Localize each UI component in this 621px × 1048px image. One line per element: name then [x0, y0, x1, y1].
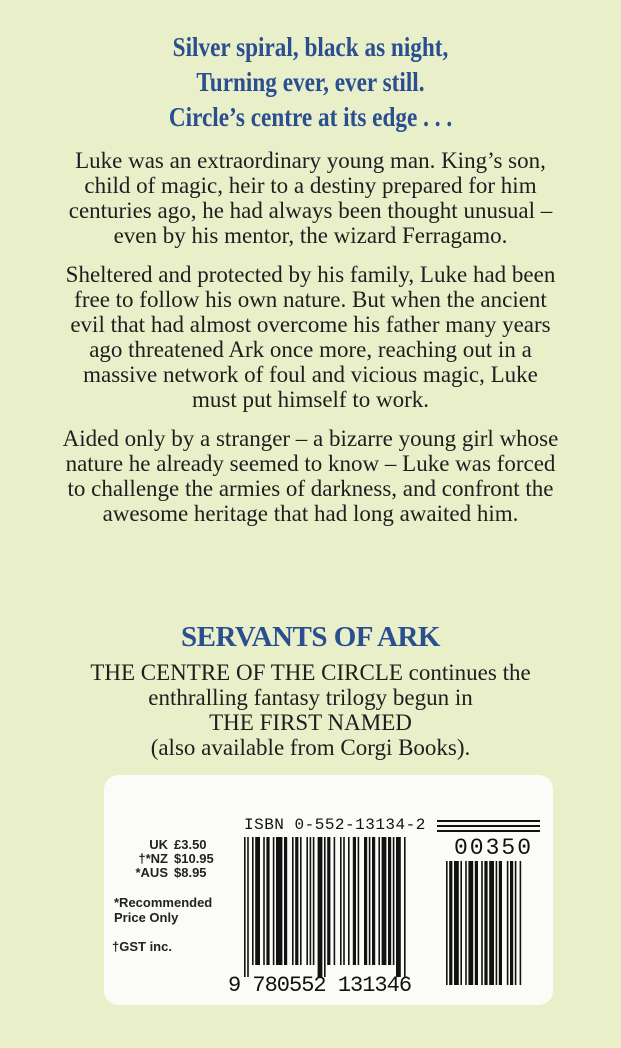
barcode-bar: [388, 837, 391, 965]
barcode-bar: [396, 837, 401, 977]
price-row-nz: [114, 852, 232, 866]
closing-line-4: (also available from Corgi Books).: [150, 735, 471, 760]
barcode-bar: [499, 861, 502, 985]
price-value: $10.95: [174, 851, 214, 866]
barcode-label: [104, 775, 553, 1005]
price-label: *AUS: [135, 865, 168, 880]
barcode-bar: [382, 837, 387, 965]
barcode-bar: [404, 837, 406, 977]
verse-line-1: Silver spiral, black as night,: [172, 32, 449, 62]
verse: [43, 30, 577, 135]
price-value: £3.50: [174, 837, 207, 852]
closing-line-2: enthralling fantasy trilogy begun in: [148, 685, 473, 710]
barcode-bar: [348, 837, 350, 965]
barcode-bar: [353, 837, 356, 965]
barcode-bar: [244, 837, 246, 977]
barcode-bar: [465, 861, 467, 985]
price-value: $8.95: [174, 865, 207, 880]
barcode-bar: [520, 861, 522, 985]
barcode-bar: [468, 861, 473, 985]
price-list: [112, 837, 232, 954]
isbn-rule: [437, 820, 540, 835]
barcode-bar: [372, 837, 375, 965]
barcode-bar: [313, 837, 315, 965]
barcode-bar: [247, 837, 249, 977]
barcode-bar: [310, 837, 312, 965]
barcode-bar: [295, 837, 298, 965]
price-label: †*NZ: [138, 851, 168, 866]
blurb-paragraph-1: Luke was an extraordinary young man. King’s son, child of magic, heir to a destiny prepared for him centuries ago, he had always been thought unusual – even by his mentor, the wizard Ferragamo.: [68, 148, 553, 248]
recommended-line-1: *Recommended: [114, 895, 213, 910]
blurb-paragraph-2: Sheltered and protected by his family, Luke had been free to follow his own nature. But when the ancient evil that had almost overcome his father many years ago threatened Ark once more, reaching out in a massive network of foul and vicious magic, Luke must put himself to work.: [65, 262, 556, 412]
ean-barcode: [244, 837, 440, 987]
barcode-bar: [358, 837, 360, 965]
barcode-bar: [266, 837, 269, 965]
barcode-bar: [515, 861, 517, 985]
barcode-bar: [318, 837, 323, 977]
series-title: SERVANTS OF ARK: [181, 621, 440, 653]
verse-line-2: Turning ever, ever still.: [196, 67, 425, 97]
price-label: UK: [149, 837, 168, 852]
barcode-bar: [475, 861, 478, 985]
barcode-bar: [510, 861, 513, 985]
closing-text: [60, 660, 561, 760]
barcode-bar: [276, 837, 282, 965]
barcode-bar: [300, 837, 302, 965]
barcode-bar: [334, 837, 336, 965]
barcode-bar: [327, 837, 330, 965]
barcode-bar: [460, 861, 462, 985]
barcode-digits: 9 780552 131346: [228, 973, 412, 998]
barcode-bar: [252, 837, 254, 965]
blurb-paragraph-3: Aided only by a stranger – a bizarre young girl whose nature he already seemed to know – Luke was forced to challenge the armies of darkness, and confront the awesome heritage that had long awaited him.: [62, 426, 559, 526]
gst-note: †GST inc.: [112, 939, 172, 954]
barcode-bar: [507, 861, 509, 985]
barcode-bar: [324, 837, 326, 977]
barcode-bar: [496, 861, 498, 985]
barcode-bar: [284, 837, 287, 965]
recommended-note: [114, 895, 244, 925]
closing-line-1: THE CENTRE OF THE CIRCLE continues the: [90, 660, 531, 685]
barcode-bar: [369, 837, 371, 965]
barcode-bar: [273, 837, 275, 965]
barcode-bar: [393, 837, 395, 965]
blurb: [60, 148, 561, 540]
price-row-uk: [114, 838, 232, 852]
barcode-bar: [446, 861, 448, 985]
barcode-bar: [378, 837, 380, 965]
barcode-bar: [364, 837, 367, 965]
barcode-bar: [340, 837, 342, 965]
recommended-line-2: Price Only: [114, 910, 179, 925]
barcode-bar: [255, 837, 260, 965]
closing-line-3: THE FIRST NAMED: [209, 710, 412, 735]
barcode-bar: [292, 837, 294, 965]
barcode-bar: [306, 837, 308, 965]
isbn-number: ISBN 0-552-13134-2: [244, 816, 426, 834]
price-row-aus: [114, 866, 232, 880]
barcode-bar: [343, 837, 345, 965]
barcode-bar: [481, 861, 483, 985]
barcode-bar: [449, 861, 452, 985]
barcode-bar: [484, 861, 487, 985]
barcode-bar: [454, 861, 459, 985]
barcode-bar: [489, 861, 494, 985]
addon-digits: 00350: [454, 835, 534, 861]
verse-line-3: Circle’s centre at its edge . . .: [168, 102, 453, 132]
addon-barcode: [446, 861, 542, 987]
barcode-bar: [263, 837, 265, 965]
